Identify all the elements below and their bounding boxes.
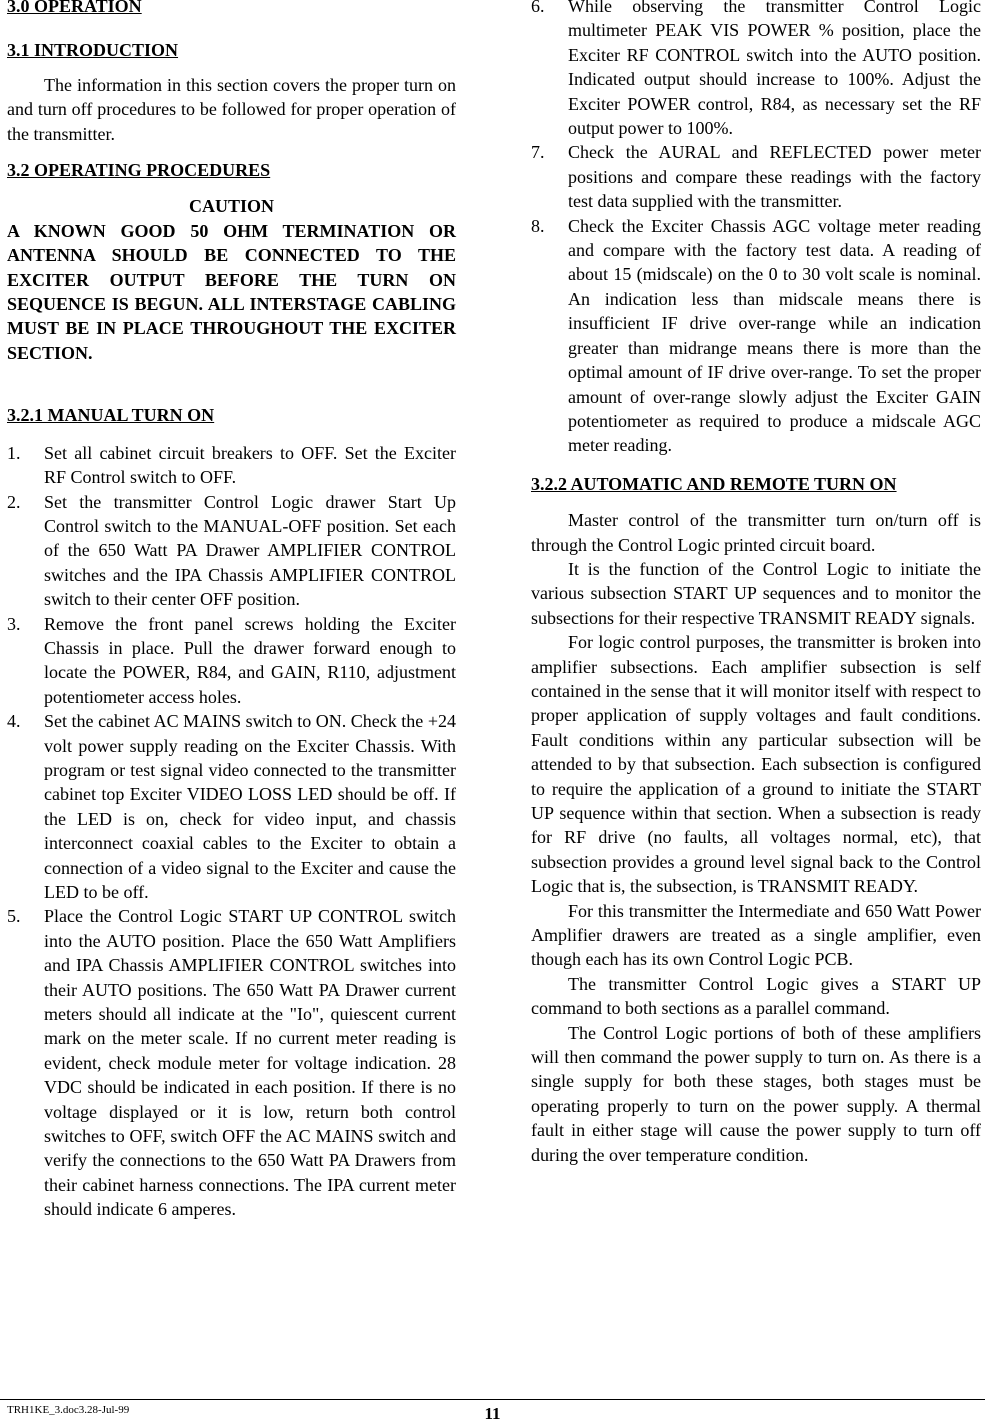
left-column	[7, 0, 456, 1222]
procedures-heading: 3.2 OPERATING PROCEDURES	[7, 160, 271, 181]
footer-doc-id: TRH1KE_3.doc3.28-Jul-99	[7, 1404, 130, 1416]
step-text: Set all cabinet circuit breakers to OFF. Set the Exciter RF Control switch to OFF.	[44, 442, 456, 488]
footer-divider	[0, 1399, 985, 1400]
page-number: 11	[484, 1404, 501, 1423]
manual-turn-on-heading: 3.2.1 MANUAL TURN ON	[7, 405, 215, 426]
step-text: While observing the transmitter Control Logic multimeter PEAK VIS POWER % position, place the Exciter RF CONTROL switch into the AUTO position. Indicated output should increase to 100%. Adjust the Exciter POWER control, R84, as necessary set the RF output power to 100%.	[568, 0, 981, 139]
step-text: Remove the front panel screws holding the Exciter Chassis in place. Pull the drawer forward enough to locate the POWER, R84, and GAIN, R110, adjustment potentiometer access holes.	[44, 613, 456, 707]
list-item	[7, 709, 456, 904]
step-number: 2.	[7, 491, 21, 512]
step-text: Check the Exciter Chassis AGC voltage meter reading and compare with the factory test data. A reading of about 15 (midscale) on the 0 to 30 volt scale is nominal. An indication less than midscale means there is insufficient IF drive over-range while an indication greater than midrange means there is more than the optimal amount of IF drive over-range. To set the proper amount of over-range slowly adjust the Exciter GAIN potentiometer as required to produce a midscale AGC meter reading.	[568, 215, 981, 456]
list-item	[531, 140, 981, 213]
step-text: Set the transmitter Control Logic drawer Start Up Control switch to the MANUAL-OFF position. Set each of the 650 Watt PA Drawer AMPLIFIER CONTROL switches and the IPA Chassis AMPLIFIER CONTROL switch to their center OFF position.	[44, 491, 456, 610]
step-number: 8.	[531, 215, 545, 236]
caution-text: A KNOWN GOOD 50 OHM TERMINATION OR ANTENNA SHOULD BE CONNECTED TO THE EXCITER OUTPUT BEFORE THE TURN ON SEQUENCE IS BEGUN. ALL INTERSTAGE CABLING MUST BE IN PLACE THROUGHOUT THE EXCITER SECTION.	[7, 220, 456, 363]
intro-text: The information in this section covers the proper turn on and turn off procedures to be followed for proper operation of the transmitter.	[7, 74, 456, 144]
caution-title: CAUTION	[188, 196, 274, 217]
step-text: Set the cabinet AC MAINS switch to ON. Check the +24 volt power supply reading on the Exciter Chassis. With program or test signal video connected to the transmitter cabinet top Exciter VIDEO LOSS LED should be off. If the LED is on, check for video input, and chassis interconnect coaxial cables to the Exciter to obtain a connection of a video signal to the Exciter and cause the LED to be off.	[44, 711, 456, 902]
continued-steps-list	[531, 0, 981, 458]
step-text: Place the Control Logic START UP CONTROL switch into the AUTO position. Place the 650 Watt Amplifiers and IPA Chassis AMPLIFIER CONTROL switches into their AUTO positions. The 650 Watt PA Drawer current meters should all indicate at the "Io", quiescent current mark on the meter scale. If no current meter reading is evident, check module meter for voltage indication. 28 VDC should be indicated in each position. If there is no voltage displayed or it is low, return both control switches to OFF, switch OFF the AC MAINS switch and verify the connections to the 650 Watt PA Drawers from their cabinet harness connections. The IPA current meter should indicate 6 amperes.	[44, 906, 456, 1220]
paragraph: The Control Logic portions of both of these amplifiers will then command the power supply to turn on. As there is a single supply for both these stages, both stages must be operating properly to turn on the power supply. A thermal fault in either stage will cause the power supply to turn off during the over temperature condition.	[531, 1022, 981, 1165]
step-number: 1.	[7, 442, 21, 463]
right-column	[531, 0, 981, 1167]
step-text: Check the AURAL and REFLECTED power meter positions and compare these readings with the factory test data supplied with the transmitter.	[568, 142, 981, 212]
list-item	[7, 441, 456, 490]
paragraph: It is the function of the Control Logic to initiate the various subsection START UP sequences and to monitor the subsections for their respective TRANSMIT READY signals.	[531, 558, 981, 628]
step-number: 3.	[7, 613, 21, 634]
manual-steps-list	[7, 441, 456, 1222]
step-number: 5.	[7, 906, 21, 927]
step-number: 6.	[531, 0, 545, 16]
step-number: 7.	[531, 142, 545, 163]
section-title: 3.0 OPERATION	[7, 0, 142, 16]
intro-heading: 3.1 INTRODUCTION	[7, 40, 179, 61]
automatic-turn-on-heading: 3.2.2 AUTOMATIC AND REMOTE TURN ON	[531, 473, 897, 494]
paragraph: The transmitter Control Logic gives a START UP command to both sections as a parallel command.	[531, 973, 981, 1019]
list-item	[531, 214, 981, 458]
list-item	[531, 0, 981, 140]
paragraph: For this transmitter the Intermediate and 650 Watt Power Amplifier drawers are treated as a single amplifier, even though each has its own Control Logic PCB.	[531, 900, 981, 970]
list-item	[7, 490, 456, 612]
paragraph: Master control of the transmitter turn on/turn off is through the Control Logic printed circuit board.	[531, 510, 981, 555]
list-item	[7, 612, 456, 710]
paragraph: For logic control purposes, the transmitter is broken into amplifier subsections. Each amplifier subsection is self contained in the sense that it will monitor itself with respect to proper application of supply voltages and fault conditions. Fault conditions within any particular subsection will be attended to by that subsection. Each subsection is configured to require the application of a ground to initiate the START UP sequence within that section. When a subsection is ready for RF drive (no faults, all voltages normal, etc), that subsection provides a ground level signal back to the Control Logic that is, the subsection, is TRANSMIT READY.	[531, 632, 981, 897]
list-item	[7, 904, 456, 1221]
step-number: 4.	[7, 711, 21, 732]
